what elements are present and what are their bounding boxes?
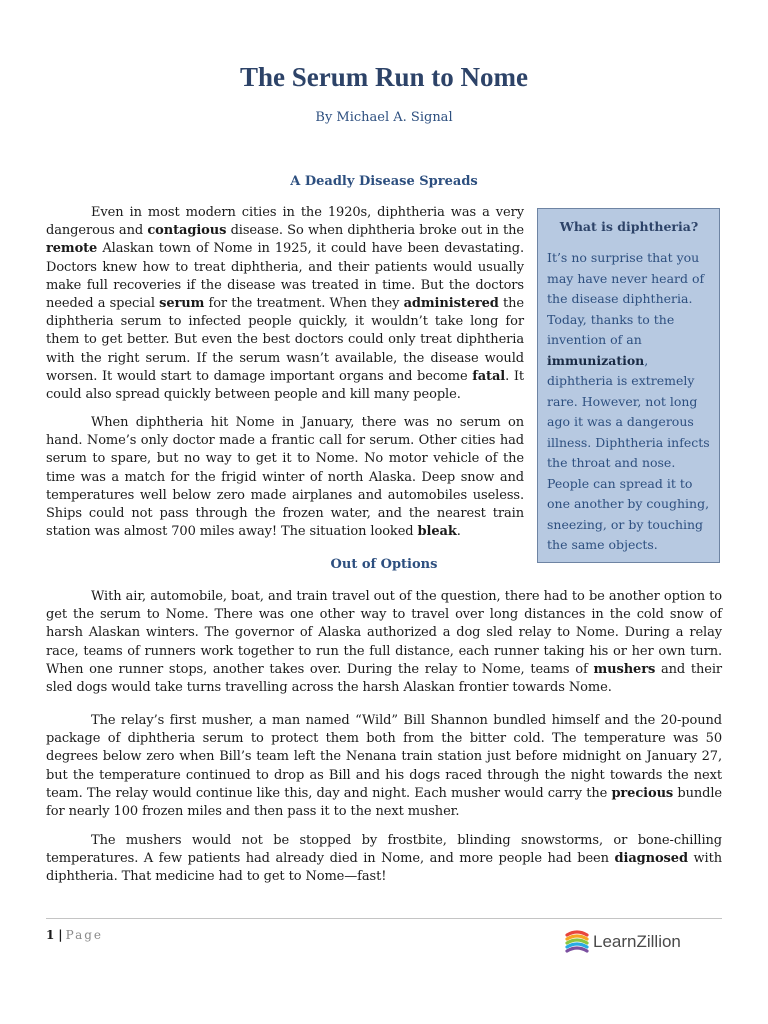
vocab-immunization: immunization [547, 352, 645, 368]
paragraph-3: With air, automobile, boat, and train travel out of the question, there had to be another option to get the serum to Nome. There was one other way to travel over long distances in the cold snow of harsh Alaskan winters. The governor of Alaska authorized a dog sled relay to Nome. During a relay race, teams of runners work together to run the full distance, each runner taking his or her own turn. When one runner stops, another takes over. During the relay to Nome, teams of mushers and their sled dogs would take turns travelling across the harsh Alaskan frontier towards Nome. [46, 589, 723, 696]
document-title: The Serum Run to Nome [240, 62, 528, 92]
section-heading-deadly-disease: A Deadly Disease Spreads [290, 174, 478, 189]
vocab-mushers: mushers [593, 661, 656, 677]
sidebar-title: What is diphtheria? [559, 219, 699, 234]
author-byline: By Michael A. Signal [315, 110, 453, 125]
paragraph-1: Even in most modern cities in the 1920s, diphtheria was a very dangerous and contagious disease. So when diphtheria broke out in the remote Alaskan town of Nome in 1925, it could have been devastating. Doctors knew how to treat diphtheria, and their patients would usually make full recoveries if the disease was treated in time. But the doctors needed a special serum for the treatment. When they administered the diphtheria serum to infected people quickly, it wouldn’t take long for them to get better. But even the best doctors could only treat diphtheria with the right serum. If the serum wasn’t available, the disease would worsen. It would start to damage important organs and become fatal. It could also spread quickly between people and kill many people. [46, 205, 524, 403]
learnzillion-logo [565, 928, 681, 956]
vocab-bleak: bleak [417, 524, 457, 540]
section-heading-out-of-options: Out of Options [330, 557, 438, 572]
learnzillion-logo-text: LearnZillion [593, 932, 681, 951]
vocab-fatal: fatal [472, 368, 506, 384]
page-number: 1 | Page [46, 928, 104, 942]
sidebar-body: It’s no surprise that you may have never heard of the disease diphtheria. Today, thanks to the invention of an immunization, diphtheria is extremely rare. However, not long ago it was a dangerous illness. Diphtheria infects the throat and nose. People can spread it to one another by coughing, sneezing, or by touching the same objects. [547, 250, 710, 552]
footer-divider [46, 918, 722, 919]
vocab-serum: serum [159, 296, 205, 312]
paragraph-5: The mushers would not be stopped by frostbite, blinding snowstorms, or bone-chilling temperatures. A few patients had already died in Nome, and more people had been diagnosed with diphtheria. That medicine had to get to Nome—fast! [46, 833, 722, 885]
sidebar-callout [537, 208, 720, 563]
paragraph-4: The relay’s first musher, a man named “Wild” Bill Shannon bundled himself and the 20-pound package of diphtheria serum to protect them both from the bitter cold. The temperature was 50 degrees below zero when Bill’s team left the Nenana train station just before midnight on January 27, but the temperature continued to drop as Bill and his dogs raced through the night towards the next team. The relay would continue like this, day and night. Each musher would carry the precious bundle for nearly 100 frozen miles and then pass it to the next musher. [46, 713, 722, 820]
vocab-precious: precious [611, 785, 674, 801]
vocab-administered: administered [403, 296, 499, 312]
vocab-contagious: contagious [147, 223, 227, 239]
paragraph-2: When diphtheria hit Nome in January, there was no serum on hand. Nome’s only doctor made a frantic call for serum. Other cities had serum to spare, but no way to get it to Nome. No motor vehicle of the time was a match for the frigid winter of north Alaska. Deep snow and temperatures well below zero made airplanes and automobiles useless. Ships could not pass through the frozen water, and the nearest train station was almost 700 miles away! The situation looked bleak. [46, 415, 524, 540]
vocab-remote: remote [46, 241, 98, 257]
vocab-diagnosed: diagnosed [614, 851, 688, 867]
learnzillion-logo-icon [565, 929, 589, 955]
